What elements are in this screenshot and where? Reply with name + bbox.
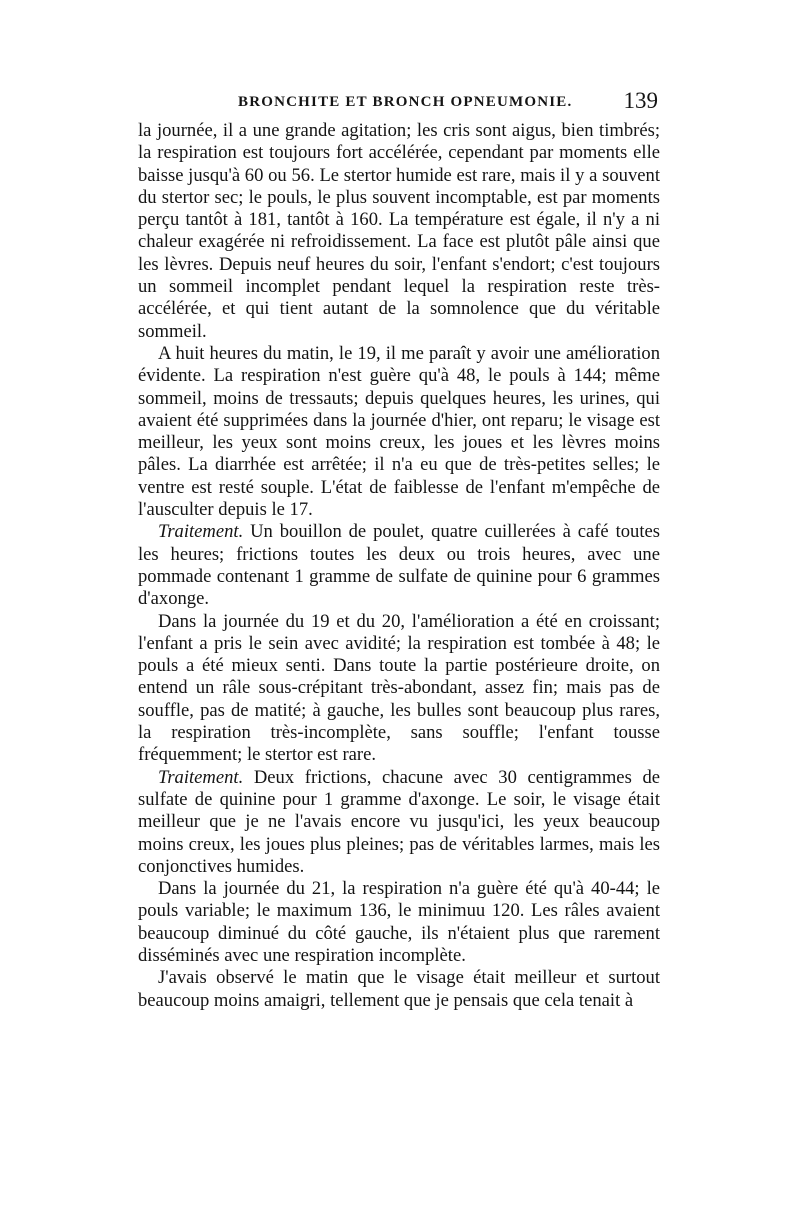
paragraph-text: la journée, il a une grande agitation; les cris sont aigus, bien timbrés; la respiration est toujours fort accélérée, cependant par moments elle baisse jusqu'à 60 ou 56. Le stertor humide est rare, mais il y a souvent du stertor sec; le pouls, le plus souvent incomptable, est par moments perçu tantôt à 181, tantôt à 160. La température est égale, il n'y a ni chaleur exagérée ni refroidissement. La face est plutôt pâle ainsi que les lèvres. Depuis neuf heures du soir, l'enfant s'endort; c'est toujours un sommeil incomplet pendant lequel la respiration reste très-accélérée, et qui tient autant de la somnolence que du véritable sommeil. <box>138 120 660 342</box>
paragraph <box>138 767 660 878</box>
paragraph-lead: Traitement. <box>158 766 244 788</box>
running-title: BRONCHITE ET BRONCH OPNEUMONIE. <box>238 94 573 110</box>
paragraph <box>138 120 660 343</box>
page-number: 139 <box>623 88 658 113</box>
paragraph <box>138 878 660 967</box>
paragraph-text: Un bouillon de poulet, quatre cuillerées à café toutes les heures; frictions toutes les deux ou trois heures, avec une pommade contenant 1 gramme de sulfate de quinine pour 6 grammes d'axonge. <box>138 521 660 610</box>
paragraph-text: Dans la journée du 21, la respiration n'a guère été qu'à 40-44; le pouls variable; le maximum 136, le minimuu 120. Les râles avaient beaucoup diminué du côté gauche, ils n'étaient plus que rarement disséminés avec une respiration incomplète. <box>138 878 660 966</box>
page-header <box>138 88 658 118</box>
paragraph <box>138 611 660 767</box>
paragraph-text: Dans la journée du 19 et du 20, l'amélioration a été en croissant; l'enfant a pris le sein avec avidité; la respiration est tombée à 48; le pouls a été mieux senti. Dans toute la partie postérieure droite, on entend un râle sous-crépitant très-abondant, assez fin; mais pas de souffle, pas de matité; à gauche, les bulles sont beaucoup plus rares, la respiration très-incomplète, sans souffle; l'enfant tousse fréquemment; le stertor est rare. <box>138 610 660 766</box>
paragraph-text: A huit heures du matin, le 19, il me paraît y avoir une amélioration évidente. La respiration n'est guère qu'à 48, le pouls à 144; même sommeil, moins de tressauts; depuis quelques heures, les urines, qui avaient été supprimées dans la journée d'hier, ont reparu; le visage est meilleur, les yeux sont moins creux, les joues et les lèvres moins pâles. La diarrhée est arrêtée; il n'a eu que de très-petites selles; le ventre est resté souple. L'état de faiblesse de l'enfant m'empêche de l'ausculter depuis le 17. <box>138 342 660 521</box>
paragraph-text: Deux frictions, chacune avec 30 centigrammes de sulfate de quinine pour 1 gramme d'axonge. Le soir, le visage était meilleur que je ne l'avais encore vu jusqu'ici, les yeux beaucoup moins creux, les joues plus pleines; pas de véritables larmes, mais les conjonctives humides. <box>138 766 660 877</box>
paragraph <box>138 967 660 1012</box>
paragraph <box>138 521 660 610</box>
body-text <box>138 120 660 1012</box>
paragraph <box>138 343 660 521</box>
paragraph-lead: Traitement. <box>158 521 244 543</box>
paragraph-text: J'avais observé le matin que le visage était meilleur et surtout beaucoup moins amaigri, tellement que je pensais que cela tenait à <box>138 967 660 1011</box>
